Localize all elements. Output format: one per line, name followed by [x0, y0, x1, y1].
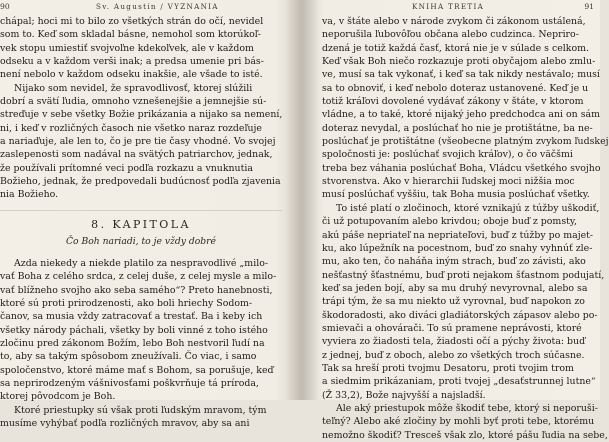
paragraph-line: streďuje v sebe všetky Božie prikázania a nijako sa nemení,	[0, 109, 283, 121]
paragraph-line: Božieho, jednak, že predpovedali budúcnosť podľa zjavenia	[0, 176, 281, 188]
paragraph-line: spoločenstvo, ktoré máme mať s Bohom, sa porušuje, keď	[0, 364, 274, 376]
paragraph-line: vládne, a to také, ktoré nijaký jeho predchodca ani on sám	[322, 109, 600, 121]
paragraph-line: som to. Keď som skladal básne, nemohol som ktorúkoľ-	[0, 29, 261, 41]
paragraph-line: a nariaďuje, ale len to, čo je pre tie časy vhodné. Vo svojej	[0, 136, 276, 148]
paragraph-line: trápi tým, že sa mu niekto už vyrovnal, buď napokon zo	[322, 296, 585, 308]
paragraph-line: dzená je totiž každá časť, ktorá nie je v súlade s celkom.	[322, 42, 589, 54]
paragraph-line: Ktoré priestupky sú však proti ľudským mravom, tým	[14, 404, 267, 416]
chapter-rule	[0, 210, 282, 211]
paragraph-line: či už potupovaním alebo krivdou; oboje buď z pomsty,	[322, 216, 577, 228]
paragraph-line: ku, ako lúpežník na pocestnom, buď zo snahy vyhnúť zle-	[322, 242, 593, 254]
paragraph-line: vyviera zo žiadosti tela, žiadosti očí a pýchy života: buď	[322, 336, 586, 348]
paragraph-line: treba bez váhania poslúchať Boha, Vládcu všetkého svojho	[322, 162, 601, 174]
left-page	[0, 0, 292, 429]
paragraph-line: ktoré sú proti prirodzenosti, ako boli hriechy Sodom-	[0, 297, 253, 309]
paragraph-line: odseku a v každom verši inak; a predsa umenie pri bás-	[0, 56, 264, 68]
right-page	[314, 0, 609, 441]
paragraph-line: musí poslúchať vyššiu, tak Boha musia poslúchať všetky.	[322, 189, 590, 201]
paragraph-line: dobrí a svätí ľudia, omnoho vznešenejšie a jemnejšie sú-	[0, 96, 267, 108]
paragraph-line: Azda niekedy a niekde platilo za nespravodlivé „milo-	[14, 257, 269, 269]
paragraph-line: nemožno škodiť? Trescеš však zlo, ktoré pášu ľudia na sebe,	[322, 429, 608, 441]
left-page-number: 90	[0, 2, 10, 11]
right-page-text	[322, 15, 609, 442]
paragraph-line: zločinu pred zákonom Božím, lebo Boh nestvoril ľudí na	[0, 337, 265, 349]
paragraph-line: škodoradosti, ako diváci gladiátorských zápasov alebo po-	[322, 309, 598, 321]
paragraph-line: není nebolo v každom odseku inakšie, ale všade to isté.	[0, 69, 263, 81]
paragraph-line: (Ž 33,2), Bože najvyšší a najsladší.	[322, 389, 486, 401]
paragraph-line: nešťastný šťastnému, buď proti nejakom šťastnom podujatí,	[322, 269, 605, 281]
paragraph-line: čanov, sa musia vždy zatracovať a trestať. Ba i keby ich	[0, 311, 263, 323]
paragraph-line: ve, musí sa tak vykonať, i keď sa tak nikdy nestávalo; musí	[322, 69, 600, 81]
left-running-head: Sv. Augustín / VYZNANIA	[96, 2, 219, 11]
paragraph-line: sa to obnoviť, i keď nebolo doteraz ustanovené. Keď je u	[322, 82, 589, 94]
paragraph-line: doteraz nevydal, a poslúchať ho nie je protištátne, ba ne-	[322, 122, 593, 134]
paragraph-line: ni, i keď v rozličných časoch nie všetko naraz rozdeľuje	[0, 122, 262, 134]
left-page-text	[0, 15, 282, 430]
paragraph-line: smievači a ohovárači. To sú pramene neprávosti, ktoré	[322, 322, 582, 334]
paragraph-line: spoločnosti je: poslúchať svojich kráľov), o čo väčšmi	[322, 149, 573, 161]
paragraph-line: totiž kráľovi dovolené vydávať zákony v štáte, v ktorom	[322, 96, 584, 108]
paragraph-line: va, v štáte alebo v národe zvykom či zákonom ustálená,	[322, 16, 586, 27]
paragraph-line: poslúchať je protištátne (všeobecne platným zvykom ľudskej	[322, 136, 609, 148]
paragraph-line: mu, ako ten, čo naháňa iným strach, buď zo závisti, ako	[322, 256, 586, 268]
paragraph-line: z jednej, buď z oboch, alebo zo všetkých troch súčasne.	[322, 349, 585, 361]
chapter-subtitle: Čo Boh nariadi, to je vždy dobré	[66, 235, 216, 247]
right-page-number: 91	[584, 2, 594, 11]
paragraph-line: Keď však Boh niečo rozkazuje proti obyčajom alebo zmlu-	[322, 56, 596, 68]
paragraph-line: vek stopu umiestiť svojvoľne kdekoľvek, ale v každom	[0, 42, 254, 54]
paragraph-line: stvorenstva. Ako v hierarchii ľudskej moci nižšia moc	[322, 176, 575, 188]
paragraph-line: ktorej pôvodcom je Boh.	[0, 391, 116, 403]
right-running-head: KNIHA TRETIA	[412, 2, 485, 11]
paragraph-line: keď sa jeden bojí, aby sa mu druhý nevyrovnal, alebo sa	[322, 282, 588, 294]
paragraph-line: vať Boha z celého srdca, z celej duše, z celej mysle a milo-	[0, 271, 277, 283]
paragraph-line: Tak sa hreší proti tvojmu Desatoru, proti tvojim trom	[322, 362, 574, 374]
paragraph-line: neporušila ľubovôľou občana alebo cudzinca. Nepriro-	[322, 29, 579, 41]
paragraph-line: chápal; hoci mi to bilo zo všetkých strán do očí, nevidel	[0, 16, 264, 27]
paragraph-line: Nijako som nevidel, že spravodlivosť, ktorej slúžili	[14, 82, 253, 94]
paragraph-line: vať blížneho svojho ako seba samého“? Preto hanebnosti,	[0, 284, 273, 296]
paragraph-line: To isté platí o zločinoch, ktoré vznikajú z túžby uškodiť,	[336, 202, 600, 214]
paragraph-line: to, aby sa takým spôsobom zneužívali. Čo viac, i samo	[0, 351, 257, 363]
paragraph-line: všetky národy páchali, všetky by boli vinné z toho istého	[0, 324, 268, 336]
paragraph-line: zaslepenosti som nadával na svätých patriarchov, jednak,	[0, 149, 273, 161]
paragraph-line: že používali prítomné veci podľa rozkazu a vnuknutia	[0, 162, 253, 174]
paragraph-line: a siedmim prikázaniam, proti tvojej „desaťstrunnej lutne“	[322, 376, 596, 388]
paragraph-line: akú páše nepriateľ na nepriateľovi, buď z túžby po majet-	[322, 229, 594, 241]
paragraph-line: Ale aký priestupok môže škodiť tebe, ktorý si neporuši-	[336, 402, 598, 414]
paragraph-line: nia Božieho.	[0, 189, 59, 201]
chapter-title: 8. KAPITOLA	[91, 217, 191, 231]
paragraph-line: sa neprirodzeným vášnivosťami poškvrňuje tá príroda,	[0, 377, 259, 389]
paragraph-line: teľný? Alebo aké zločiny by mohli byť proti tebe, ktorému	[322, 416, 595, 428]
paragraph-line: musíme vyhýbať podľa rozličných mravov, aby sa ani	[0, 417, 250, 429]
